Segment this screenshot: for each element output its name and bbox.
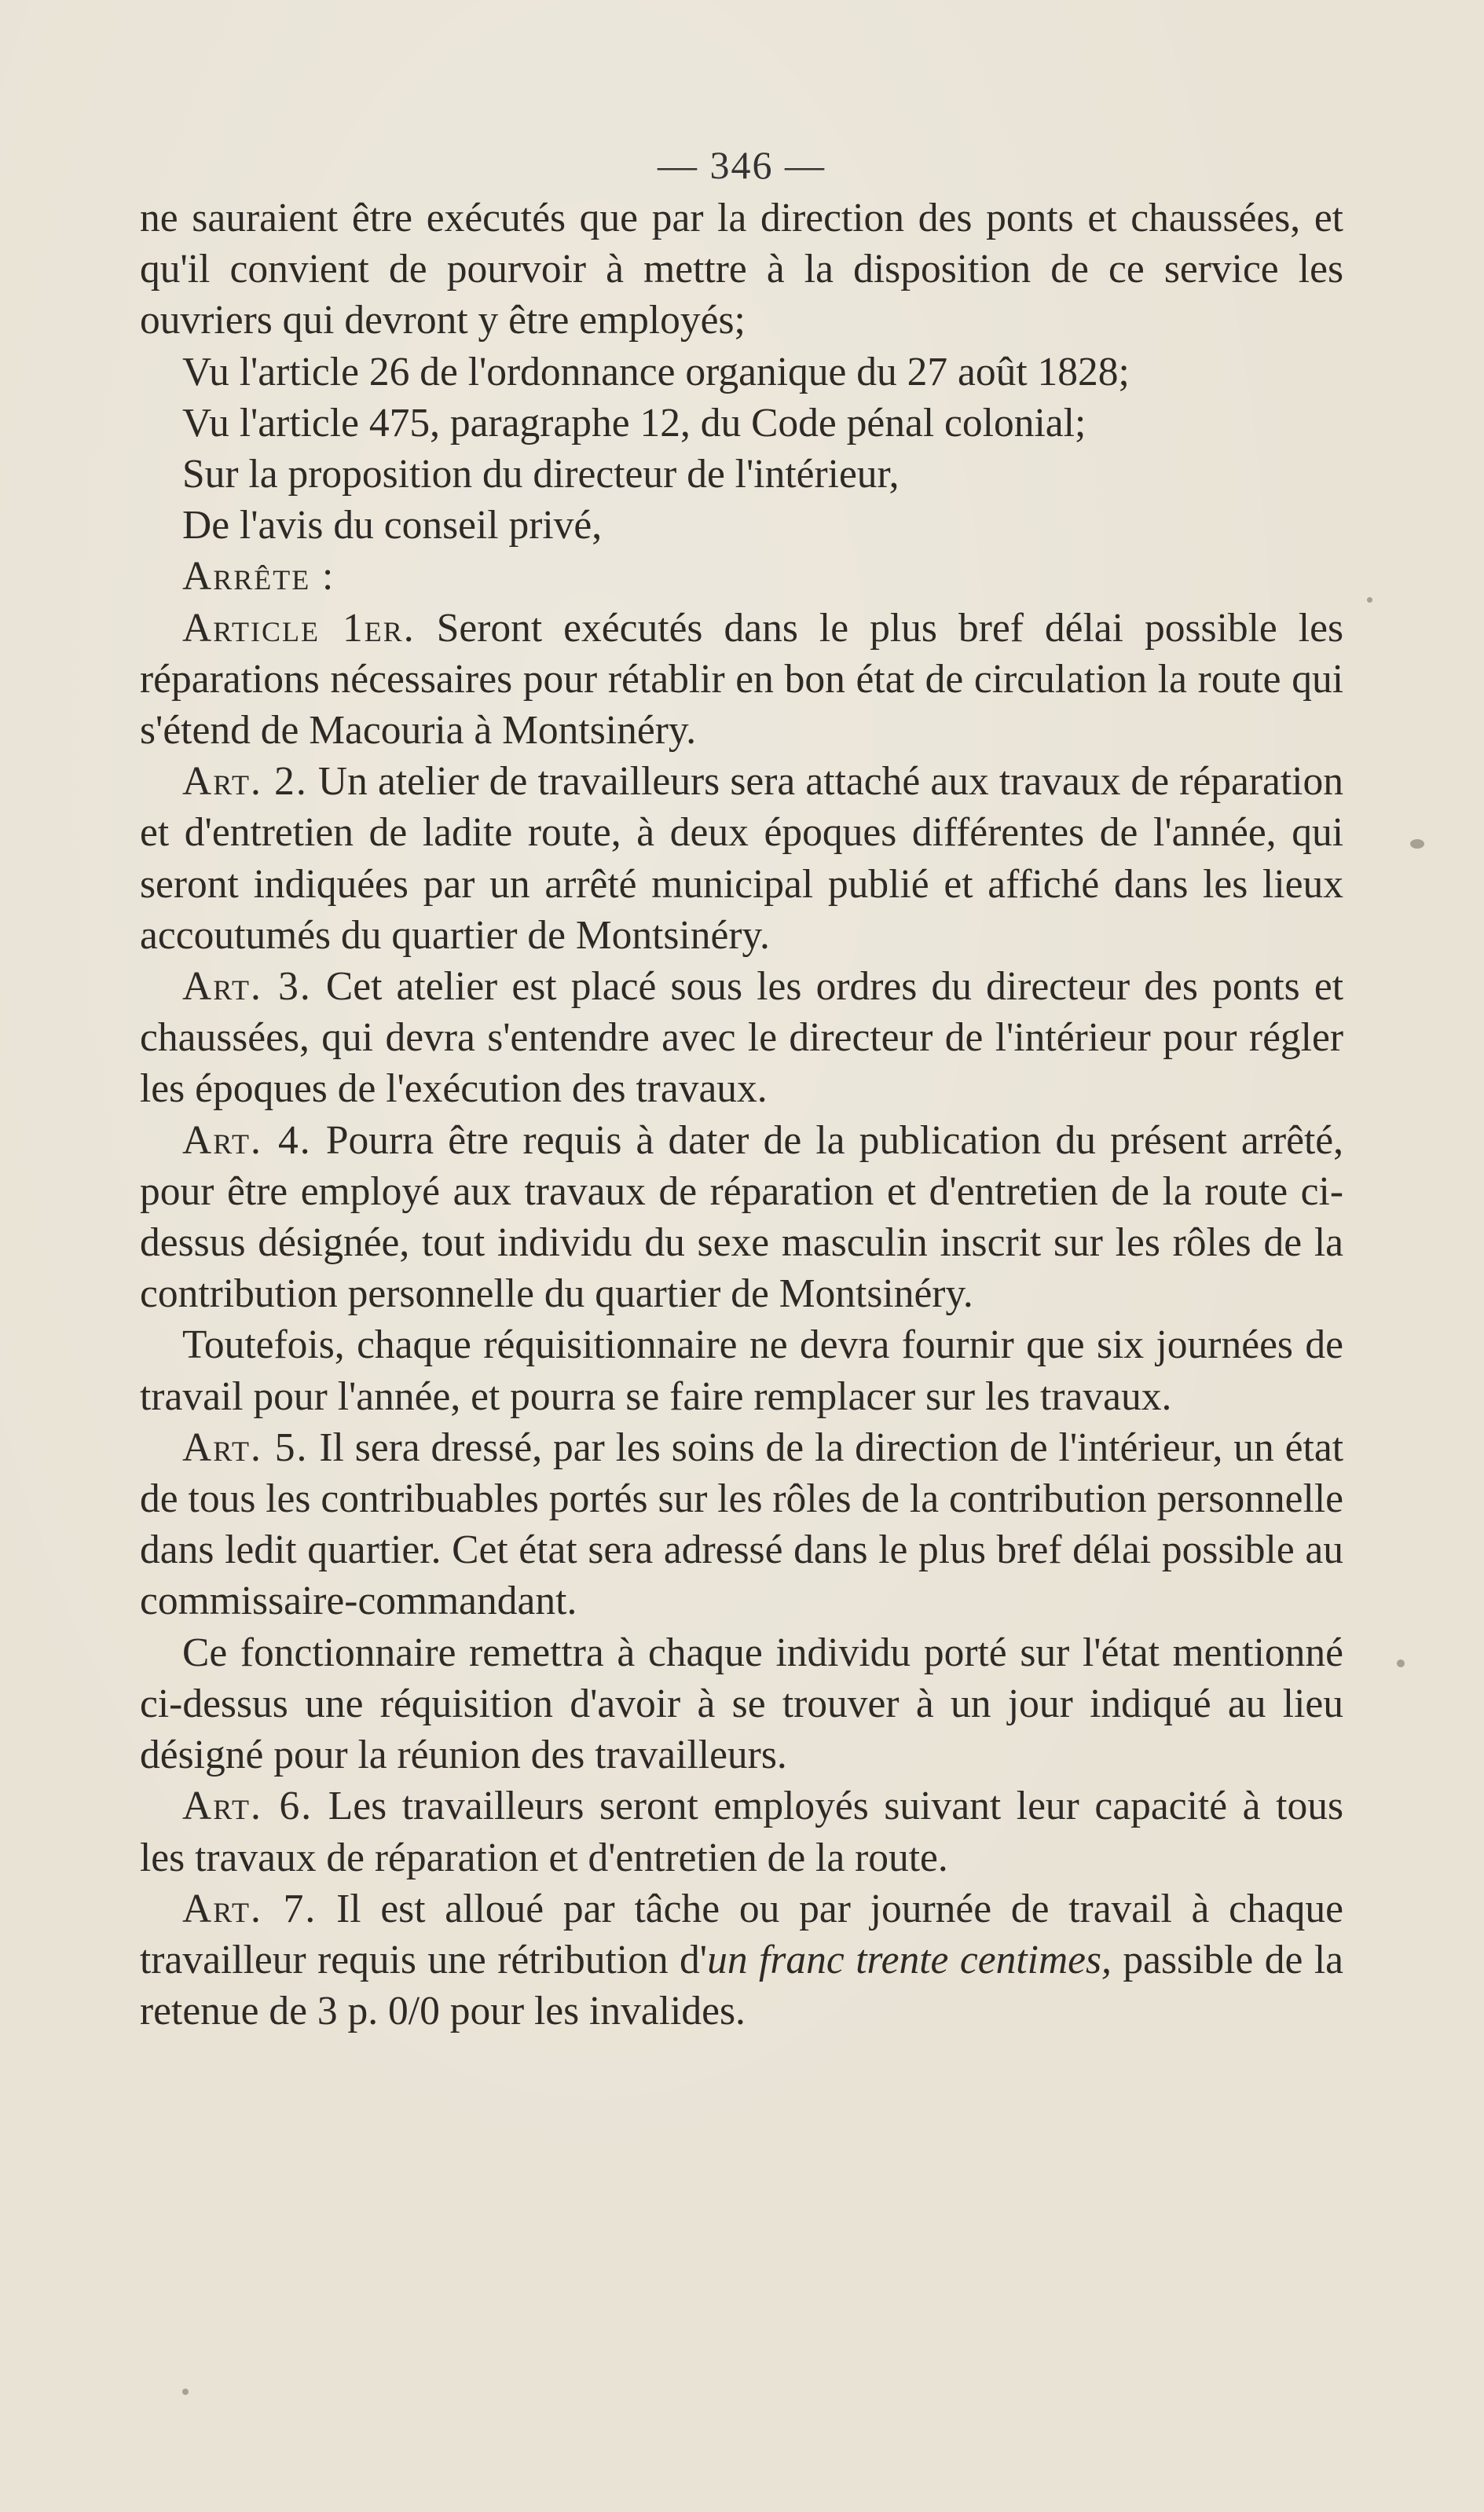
paragraph-fonctionnaire: Ce fonctionnaire remettra à chaque individu porté sur l'état mentionné ci-dessus une réquisition d'avoir à se trouver à un jour indiqué au lieu désigné pour la réunion des travailleurs. bbox=[140, 1630, 1343, 1778]
article-4 bbox=[140, 1115, 1343, 1320]
article-3-text: Cet atelier est placé sous les ordres du directeur des ponts et chaussées, qui devra s'entendre avec le directeur de l'intérieur pour régler les époques de l'exécution des travaux. bbox=[140, 964, 1344, 1112]
article-3 bbox=[140, 961, 1343, 1115]
article-5 bbox=[140, 1422, 1343, 1627]
article-3-label: Art. 3. bbox=[182, 964, 312, 1010]
document-body bbox=[140, 141, 1343, 2037]
article-7 bbox=[140, 1883, 1343, 2037]
paragraph-avis: De l'avis du conseil privé, bbox=[182, 503, 603, 548]
article-6-text: Les travailleurs seront employés suivant leur capacité à tous les travaux de réparation et d'entretien de la route. bbox=[140, 1784, 1343, 1880]
article-5-label: Art. 5. bbox=[182, 1425, 309, 1470]
paper-speck bbox=[182, 2389, 189, 2395]
article-5-text: Il sera dressé, par les soins de la direction de l'intérieur, un état de tous les contribuables portés sur les rôles de la contribution personnelle dans ledit quartier. Cet état sera adressé dans le plus bref délai possible au commissaire-commandant. bbox=[140, 1425, 1343, 1624]
article-6 bbox=[140, 1780, 1343, 1883]
article-2 bbox=[140, 756, 1343, 961]
article-7-text-a: Il est alloué par tâche ou par journée de travail à chaque travailleur requis une rétribution d' bbox=[140, 1886, 1343, 1982]
article-2-text: Un atelier de travailleurs sera attaché aux travaux de réparation et d'entretien de ladite route, à deux époques différentes de l'année, qui seront indiquées par un arrêté municipal publié et affiché dans les lieux accoutumés du quartier de Montsinéry. bbox=[140, 759, 1343, 958]
article-1 bbox=[140, 603, 1343, 757]
paper-speck bbox=[1397, 1659, 1405, 1667]
paragraph-vu-article-26: Vu l'article 26 de l'ordonnance organique du 27 août 1828; bbox=[182, 349, 1130, 394]
article-4-label: Art. 4. bbox=[182, 1117, 312, 1163]
article-4-text: Pourra être requis à dater de la publication du présent arrêté, pour être employé aux travaux de réparation et d'entretien de la route ci-dessus désignée, tout individu du sexe masculin inscrit sur les rôles de la contribution personnelle du quartier de Montsinéry. bbox=[140, 1117, 1343, 1317]
article-7-label: Art. 7. bbox=[182, 1886, 317, 1931]
paragraph-arrete bbox=[140, 551, 1343, 602]
article-7-amount: un franc trente centimes, bbox=[707, 1937, 1112, 1982]
article-1-label: Article 1er. bbox=[182, 605, 416, 651]
paragraph-continuation: ne sauraient être exécutés que par la direction des ponts et chaussées, et qu'il convient de pourvoir à mettre à la disposition de ce service les ouvriers qui devront y être employés; bbox=[140, 196, 1343, 343]
article-1-text: Seront exécutés dans le plus bref délai possible les réparations nécessaires pour rétablir en bon état de circulation la route qui s'étend de Macouria à Montsinéry. bbox=[140, 605, 1344, 754]
article-7-text-b: passible de la retenue de 3 p. 0/0 pour les invalides. bbox=[140, 1937, 1343, 2034]
page-number: — 346 — bbox=[658, 143, 826, 187]
arrete-heading: Arrête : bbox=[182, 554, 335, 600]
paper-speck bbox=[1410, 839, 1424, 849]
article-6-label: Art. 6. bbox=[182, 1784, 313, 1829]
paragraph-proposition: Sur la proposition du directeur de l'intérieur, bbox=[182, 452, 900, 497]
article-2-label: Art. 2. bbox=[182, 759, 308, 805]
paragraph-vu-article-475: Vu l'article 475, paragraphe 12, du Code pénal colonial; bbox=[182, 400, 1086, 446]
paragraph-toutefois: Toutefois, chaque réquisitionnaire ne devra fournir que six journées de travail pour l'année, et pourra se faire remplacer sur les travaux. bbox=[140, 1322, 1343, 1419]
paper-speck bbox=[1367, 597, 1372, 603]
